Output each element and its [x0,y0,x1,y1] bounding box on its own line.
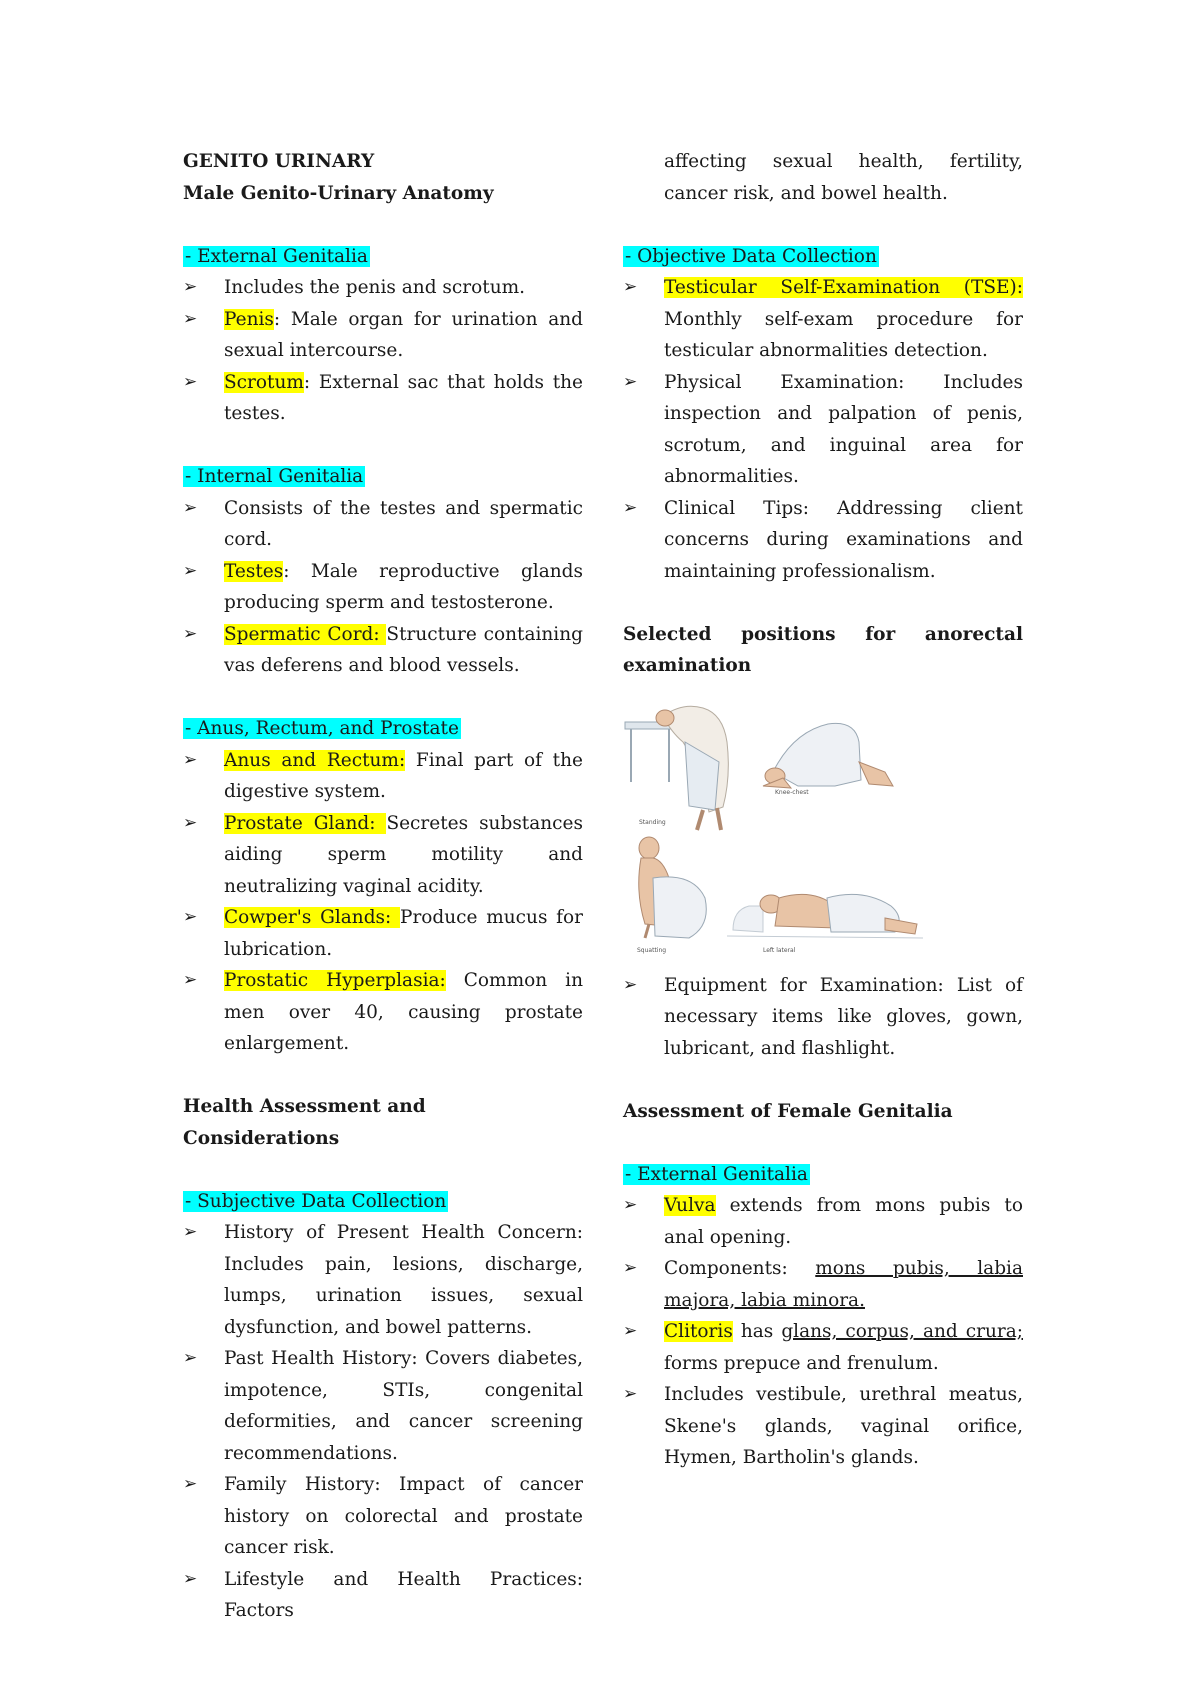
arrowhead-bullet-icon: ➢ [183,749,198,770]
list-item: ➢ Clinical Tips: Addressing client concerns during examinations and maintaining professionalism. [623,493,1023,588]
svg-text:Left lateral: Left lateral [763,946,796,954]
subheading-internal-genitalia: - Internal Genitalia [185,466,364,487]
arrowhead-bullet-icon: ➢ [183,1348,198,1368]
list-external-genitalia [183,272,583,430]
figure-knee-chest [763,723,893,796]
section-title-female-genitalia: Assessment of Female Genitalia [623,1100,953,1122]
arrowhead-bullet-icon: ➢ [183,812,198,833]
list-item: ➢ Family History: Impact of cancer history on colorectal and prostate cancer risk. [183,1469,583,1564]
svg-text:Squatting: Squatting [637,946,667,954]
arrowhead-bullet-icon: ➢ [623,974,638,995]
figure-left-lateral [727,894,923,954]
subheading-female-external-genitalia: - External Genitalia [625,1163,808,1185]
arrowhead-bullet-icon: ➢ [183,907,198,927]
list-item: ➢ Testes: Male reproductive glands producing sperm and testosterone. [183,556,583,619]
subheading-objective-data: - Objective Data Collection [625,245,877,267]
arrowhead-bullet-icon: ➢ [183,371,198,392]
list-item: ➢ Penis: Male organ for urination and sexual intercourse. [183,304,583,367]
list-item: ➢ Cowper's Glands: Produce mucus for lubrication. [183,902,583,965]
anorectal-positions-figure [623,702,1023,962]
arrowhead-bullet-icon: ➢ [183,560,198,581]
figure-squatting [637,837,706,954]
list-item: ➢ Includes vestibule, urethral meatus, Skene's glands, vaginal orifice, Hymen, Bartholin's glands. [623,1379,1023,1474]
arrowhead-bullet-icon: ➢ [623,371,638,392]
arrowhead-bullet-icon: ➢ [183,1474,198,1494]
arrowhead-bullet-icon: ➢ [623,1384,638,1404]
list-objective-data [623,272,1023,587]
arrowhead-bullet-icon: ➢ [183,623,198,644]
arrowhead-bullet-icon: ➢ [183,497,198,518]
subheading-external-genitalia: - External Genitalia [185,245,368,267]
list-item: ➢ Clitoris has glans, corpus, and crura; forms prepuce and frenulum. [623,1316,1023,1379]
subheading-anus-rectum-prostate: - Anus, Rectum, and Prostate [185,718,459,739]
list-item: ➢ Prostate Gland: Secretes substances aiding sperm motility and neutralizing vaginal acidity. [183,808,583,903]
svg-text:Standing: Standing [639,818,666,826]
list-item: ➢ Scrotum: External sac that holds the testes. [183,367,583,430]
arrowhead-bullet-icon: ➢ [183,308,198,329]
list-item: ➢ History of Present Health Concern: Includes pain, lesions, discharge, lumps, urination issues, sexual dysfunction, and bowel patterns. [183,1217,583,1343]
list-item: ➢ Past Health History: Covers diabetes, impotence, STIs, congenital deformities, and cancer screening recommendations. [183,1343,583,1469]
figure-standing [625,706,728,830]
list-internal-genitalia [183,493,583,682]
document-title: GENITO URINARY [183,151,375,172]
list-equipment [623,970,1023,1065]
arrowhead-bullet-icon: ➢ [623,277,638,297]
left-column [183,146,583,1627]
arrowhead-bullet-icon: ➢ [183,1568,198,1589]
list-item: ➢ Testicular Self-Examination (TSE): Monthly self-exam procedure for testicular abnormalities detection. [623,272,1023,367]
positions-illustration [623,702,1023,962]
section-title-male-anatomy: Male Genito-Urinary Anatomy [183,182,494,204]
list-item: ➢ Equipment for Examination: List of necessary items like gloves, gown, lubricant, and flashlight. [623,970,1023,1065]
arrowhead-bullet-icon: ➢ [623,1258,638,1278]
list-item: ➢ Spermatic Cord: Structure containing vas deferens and blood vessels. [183,619,583,682]
list-item: ➢ Components: mons pubis, labia majora, labia minora. [623,1253,1023,1316]
arrowhead-bullet-icon: ➢ [183,1222,198,1242]
arrowhead-bullet-icon: ➢ [623,1195,638,1215]
section-title-health-assessment: Health Assessment and Considerations [183,1096,426,1149]
list-item: ➢ Physical Examination: Includes inspection and palpation of penis, scrotum, and inguinal area for abnormalities. [623,367,1023,493]
subheading-subjective-data: - Subjective Data Collection [185,1190,447,1212]
list-item: ➢ Consists of the testes and spermatic cord. [183,493,583,556]
svg-text:Knee-chest: Knee-chest [775,788,809,796]
list-item: ➢ Anus and Rectum: Final part of the digestive system. [183,745,583,808]
list-item: ➢ Prostatic Hyperplasia: Common in men over 40, causing prostate enlargement. [183,965,583,1060]
arrowhead-bullet-icon: ➢ [623,1321,638,1341]
arrowhead-bullet-icon: ➢ [183,970,198,990]
list-female-external-genitalia [623,1190,1023,1474]
arrowhead-bullet-icon: ➢ [623,497,638,518]
arrowhead-bullet-icon: ➢ [183,277,198,297]
list-anus-rectum-prostate [183,745,583,1060]
section-title-anorectal-positions: Selected positions for anorectal examination [623,623,1023,676]
list-item: ➢ Lifestyle and Health Practices: Factors [183,1564,583,1627]
list-subjective-data [183,1217,583,1627]
continued-text: affecting sexual health, fertility, cancer risk, and bowel health. [664,151,1023,204]
list-item: ➢ Includes the penis and scrotum. [183,272,583,304]
right-column [623,146,1023,1474]
list-item: ➢ Vulva extends from mons pubis to anal opening. [623,1190,1023,1253]
